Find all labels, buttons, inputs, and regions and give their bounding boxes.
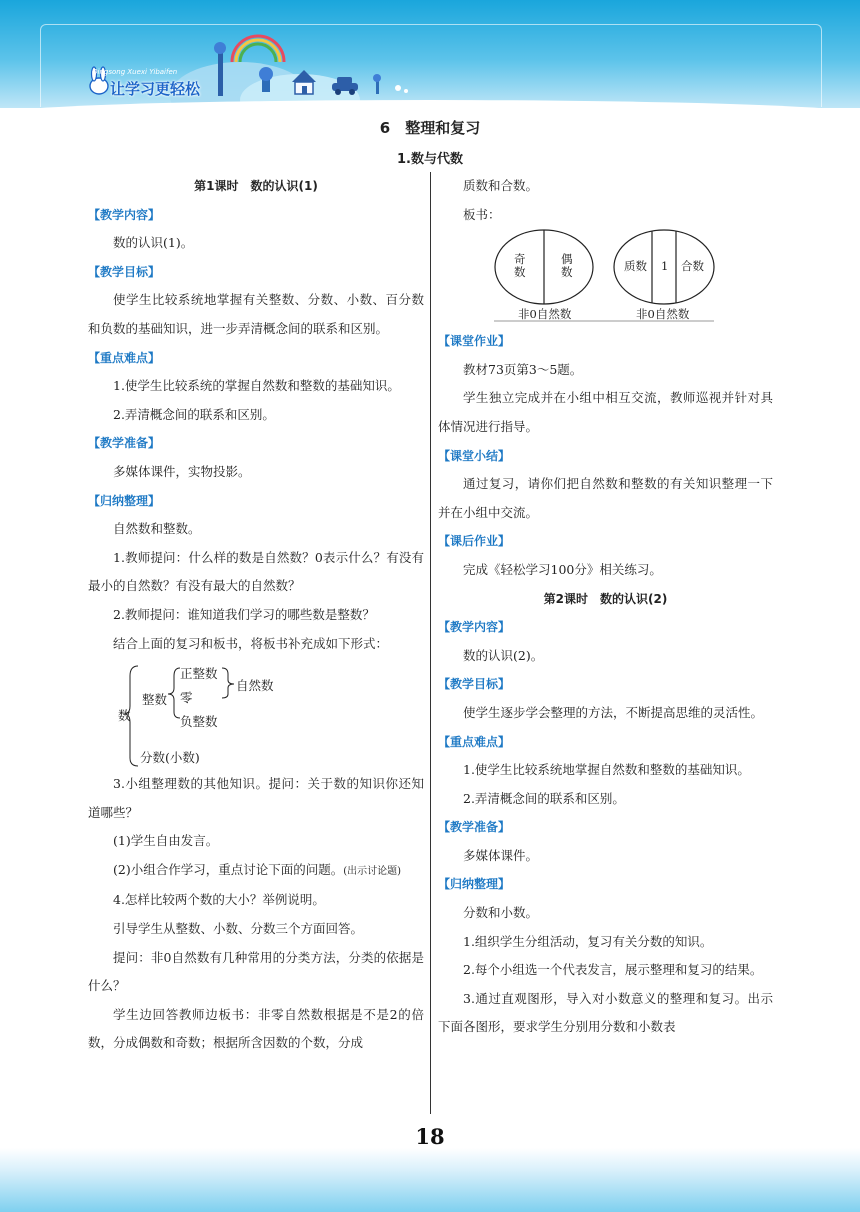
paragraph xyxy=(88,856,424,887)
heading-teaching-content: 【教学内容】 xyxy=(438,620,511,635)
paragraph: 结合上面的复习和板书，将板书补充成如下形式： xyxy=(113,635,389,651)
board-prime: 质数 xyxy=(624,259,647,274)
paragraph: 使学生比较系统地掌握有关整数、分数、小数、百分数和负数的基础知识，进一步弄清概念间的联系和区别。 xyxy=(88,292,424,336)
paragraph-text: (2)小组合作学习，重点讨论下面的问题。 xyxy=(113,861,344,877)
paragraph: 学生独立完成并在小组中相互交流，教师巡视并针对具体情况进行指导。 xyxy=(438,390,773,434)
paragraph: 引导学生从整数、小数、分数三个方面回答。 xyxy=(113,921,364,937)
tree-negative-integer: 负整数 xyxy=(180,714,218,730)
paragraph: 完成《轻松学习100分》相关练习。 xyxy=(463,561,662,577)
tree-root: 数 xyxy=(118,708,131,724)
heading-classwork: 【课堂作业】 xyxy=(438,334,511,349)
tree-positive-integer: 正整数 xyxy=(180,666,218,682)
paragraph: 质数和合数。 xyxy=(463,178,539,193)
paragraph: 提问：非0自然数有几种常用的分类方法，分类的依据是什么？ xyxy=(88,949,424,994)
paragraph: 分数和小数。 xyxy=(463,905,539,921)
house-icon xyxy=(292,70,316,94)
page-number: 18 xyxy=(415,1124,445,1149)
paragraph-note: (出示讨论题) xyxy=(343,865,402,877)
paragraph: 数的认识(2)。 xyxy=(463,647,544,663)
paragraph: 2.每个小组选一个代表发言，展示整理和复习的结果。 xyxy=(463,962,763,978)
heading-key-points: 【重点难点】 xyxy=(438,734,511,749)
logo-subtitle: Qingsong Xuexi Yibaifen xyxy=(92,68,178,76)
board-label-1: 非0自然数 xyxy=(518,307,572,322)
paragraph: 3.小组整理数的其他知识。提问：关于数的知识你还知道哪些？ xyxy=(88,776,424,820)
paragraph: 1.使学生比较系统的掌握自然数和整数的基础知识。 xyxy=(113,378,400,394)
header-banner xyxy=(0,0,860,108)
section-title: 1.数与代数 xyxy=(397,152,463,167)
paragraph: 学生边回答教师边板书：非零自然数根据是不是2的倍数，分成偶数和奇数；根据所含因数的个数，分成 xyxy=(88,1006,424,1051)
paragraph: 通过复习，请你们把自然数和整数的有关知识整理一下并在小组中交流。 xyxy=(438,476,773,520)
heading-summary: 【归纳整理】 xyxy=(438,877,511,892)
paragraph: 4.怎样比较两个数的大小？举例说明。 xyxy=(113,892,325,908)
heading-summary: 【归纳整理】 xyxy=(88,493,161,508)
lesson-title: 第2课时 数的认识(2) xyxy=(543,591,668,606)
left-column xyxy=(88,172,424,1058)
tree-zero: 零 xyxy=(180,690,193,706)
paragraph: 数的认识(1)。 xyxy=(113,235,194,251)
board-one: 1 xyxy=(661,259,669,274)
heading-class-summary: 【课堂小结】 xyxy=(438,448,511,463)
board-diagram xyxy=(438,229,773,327)
heading-homework: 【课后作业】 xyxy=(438,534,511,549)
paragraph: 1.使学生比较系统地掌握自然数和整数的基础知识。 xyxy=(463,762,750,778)
paragraph: 自然数和整数。 xyxy=(113,521,201,537)
right-column xyxy=(438,172,773,1042)
footer-band xyxy=(0,1148,860,1212)
board-shapes xyxy=(438,229,773,327)
paragraph: 3.通过直观图形，导入对小数意义的整理和复习。出示下面各图形，要求学生分别用分数和小数表 xyxy=(438,990,773,1035)
number-classification-tree xyxy=(88,658,424,770)
heading-preparation: 【教学准备】 xyxy=(438,820,511,835)
chapter-title: 6 整理和复习 xyxy=(379,119,481,137)
paragraph: 2.弄清概念间的联系和区别。 xyxy=(463,790,625,806)
heading-teaching-content: 【教学内容】 xyxy=(88,207,161,222)
heading-preparation: 【教学准备】 xyxy=(88,436,161,451)
board-composite: 合数 xyxy=(681,259,704,274)
tree-integer: 整数 xyxy=(142,692,168,708)
paragraph: 使学生逐步学会整理的方法，不断提高思维的灵活性。 xyxy=(463,704,764,720)
heading-teaching-goals: 【教学目标】 xyxy=(438,677,511,692)
paragraph: 1.组织学生分组活动，复习有关分数的知识。 xyxy=(463,933,713,949)
paragraph: 2.弄清概念间的联系和区别。 xyxy=(113,406,275,422)
heading-key-points: 【重点难点】 xyxy=(88,350,161,365)
paragraph: 教材73页第3～5题。 xyxy=(463,361,583,377)
board-odd: 奇 数 xyxy=(514,252,526,280)
board-label-2: 非0自然数 xyxy=(636,307,690,322)
board-label: 板书： xyxy=(463,206,501,222)
lesson-title: 第1课时 数的认识(1) xyxy=(194,179,318,193)
tree-natural-number: 自然数 xyxy=(236,678,274,694)
board-even: 偶 数 xyxy=(561,252,573,280)
logo-text: 让学习更轻松 xyxy=(110,80,201,98)
paragraph: 多媒体课件。 xyxy=(463,847,539,863)
column-divider xyxy=(430,172,431,1114)
tree-fraction: 分数(小数) xyxy=(140,750,200,766)
paragraph: 2.教师提问：谁知道我们学习的哪些数是整数？ xyxy=(113,606,375,622)
heading-teaching-goals: 【教学目标】 xyxy=(88,264,161,279)
paragraph: 1.教师提问：什么样的数是自然数？0表示什么？有没有最小的自然数？有没有最大的自然数？ xyxy=(88,549,424,594)
paragraph: 多媒体课件，实物投影。 xyxy=(113,463,251,479)
paragraph: (1)学生自由发言。 xyxy=(113,833,219,849)
